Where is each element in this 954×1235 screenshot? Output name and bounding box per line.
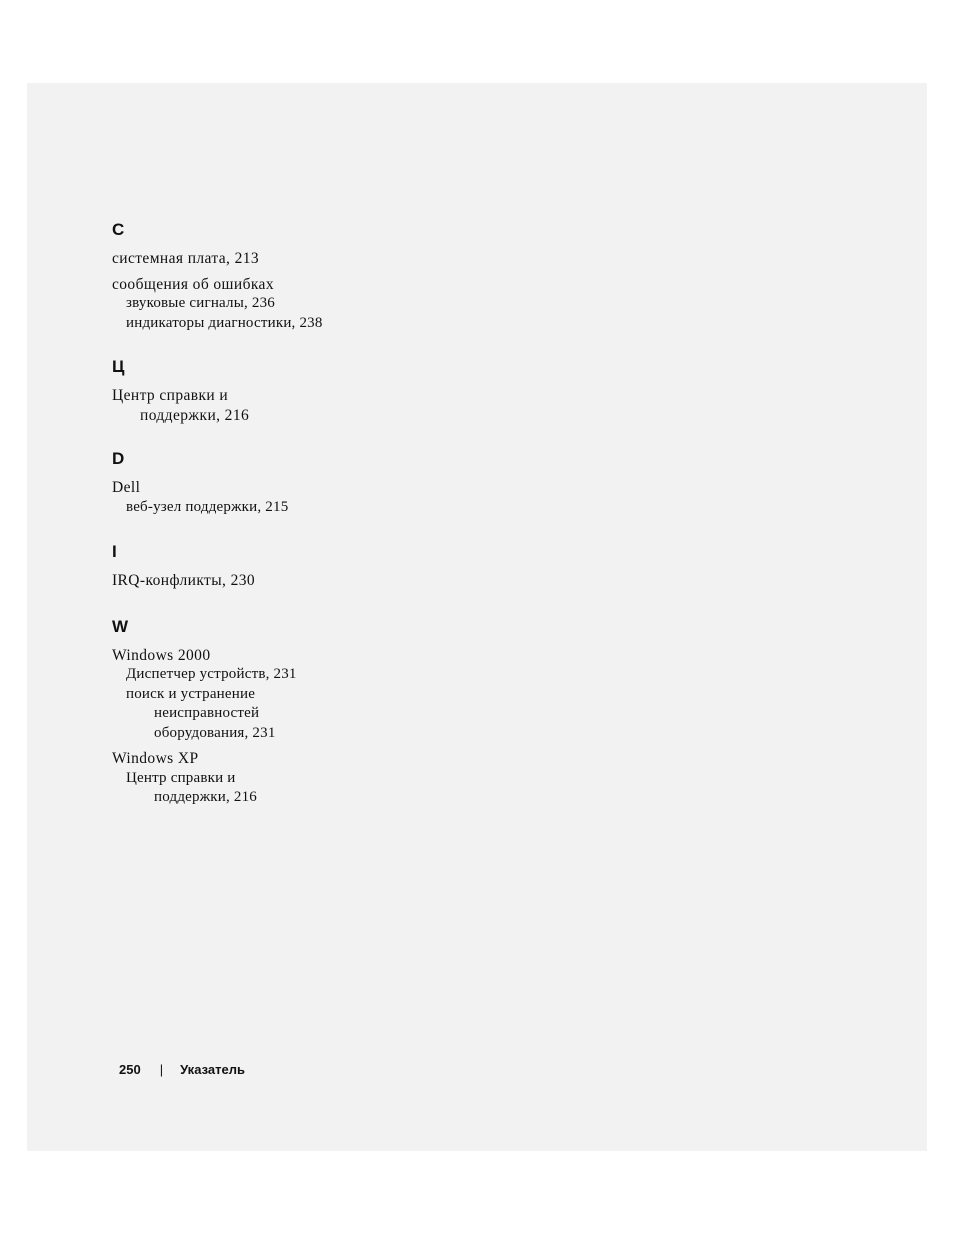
index-subentry: индикаторы диагностики, 238 <box>126 314 323 331</box>
section-letter: I <box>112 542 117 561</box>
index-subentry: Центр справки и <box>126 769 236 786</box>
index-section-s <box>112 220 512 333</box>
index-entry: Центр справки и <box>112 387 229 404</box>
section-letter: Ц <box>112 357 125 376</box>
index-entry: Windows XP <box>112 750 199 767</box>
index-subentry-continuation: оборудования, 231 <box>154 724 276 741</box>
index-list <box>112 220 512 808</box>
index-section-i <box>112 542 512 591</box>
index-entry: системная плата, 213 <box>112 250 260 267</box>
index-subentry-continuation: неисправностей <box>154 705 260 721</box>
index-entry: IRQ-конфликты, 230 <box>112 572 256 589</box>
index-section-w <box>112 617 512 808</box>
index-entry-continuation: поддержки, 216 <box>140 406 250 424</box>
index-subentry-continuation: поддержки, 216 <box>154 789 257 805</box>
index-subentry: Диспетчер устройств, 231 <box>126 666 297 682</box>
index-section-ts <box>112 357 512 425</box>
footer-separator: | <box>159 1062 164 1077</box>
index-section-d <box>112 449 512 517</box>
index-entry: Dell <box>112 479 141 496</box>
index-entry: Windows 2000 <box>112 646 211 664</box>
page-footer <box>119 1062 245 1078</box>
page-number: 250 <box>119 1062 141 1077</box>
section-letter: С <box>112 220 125 239</box>
index-subentry: поиск и устранение <box>126 685 256 702</box>
index-subentry: веб-узел поддержки, 215 <box>126 498 289 515</box>
section-letter: D <box>112 449 125 468</box>
section-letter: W <box>112 616 129 636</box>
index-subentry: звуковые сигналы, 236 <box>126 295 276 311</box>
footer-title: Указатель <box>180 1062 245 1077</box>
index-entry: сообщения об ошибках <box>112 275 274 293</box>
